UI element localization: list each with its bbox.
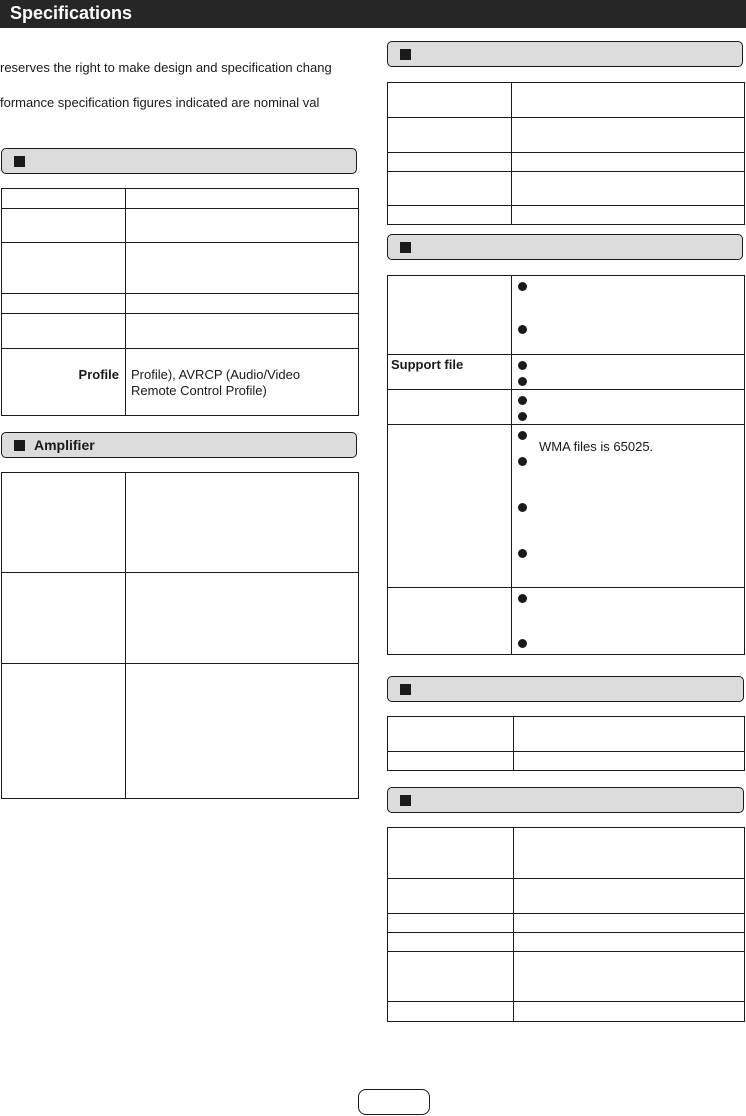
- spec-table-right-4: [387, 827, 745, 1022]
- spec-table-right-1: [387, 82, 745, 225]
- spec-label: [388, 172, 512, 206]
- table-row: [388, 717, 745, 752]
- table-row: [388, 828, 745, 879]
- spec-value: [126, 209, 359, 243]
- table-row: [388, 1002, 745, 1022]
- spec-label: [2, 243, 126, 294]
- table-row: [388, 153, 745, 172]
- spec-value: [514, 828, 745, 879]
- bullet-dot-icon: [518, 377, 527, 386]
- spec-value: [126, 473, 359, 573]
- bullet-dot-icon: [518, 503, 527, 512]
- square-bullet-icon: [400, 795, 411, 806]
- bullet-item: [512, 393, 744, 405]
- table-row: [2, 189, 359, 209]
- bullet-item: [512, 279, 744, 291]
- spec-label: [2, 314, 126, 349]
- spec-label: [388, 1002, 514, 1022]
- spec-value: [512, 390, 745, 425]
- intro-text-line-1: reserves the right to make design and specification chang: [0, 60, 332, 75]
- table-row: [2, 314, 359, 349]
- spec-value: [512, 83, 745, 118]
- spec-label: [388, 717, 514, 752]
- spec-label: [388, 118, 512, 153]
- bullet-item: [512, 374, 744, 386]
- spec-table-right-2: [387, 275, 745, 655]
- spec-value: [514, 933, 745, 952]
- table-row: [2, 573, 359, 664]
- spec-value: [126, 349, 359, 416]
- bullet-dot-icon: [518, 412, 527, 421]
- table-row: [388, 879, 745, 914]
- square-bullet-icon: [14, 156, 25, 167]
- intro-text-line-2: formance specification figures indicated are nominal val: [0, 95, 320, 110]
- bullet-item: [512, 500, 744, 512]
- spec-value: [126, 243, 359, 294]
- table-row: [388, 206, 745, 225]
- spec-value: [512, 425, 745, 588]
- spec-value: [126, 294, 359, 314]
- table-row: [388, 83, 745, 118]
- table-row: [2, 209, 359, 243]
- spec-value: [512, 172, 745, 206]
- table-row: [2, 243, 359, 294]
- profile-value-line-1: Profile), AVRCP (Audio/Video: [131, 367, 301, 382]
- wma-note: WMA files is 65025.: [539, 439, 654, 454]
- bullet-item: [512, 454, 744, 466]
- bullet-dot-icon: [518, 282, 527, 291]
- spec-label: [388, 952, 514, 1002]
- square-bullet-icon: [400, 49, 411, 60]
- section-header: [1, 148, 357, 174]
- spec-table-amplifier: [1, 472, 359, 799]
- spec-value: [514, 914, 745, 933]
- table-row: [388, 952, 745, 1002]
- table-row: [388, 933, 745, 952]
- section-header: [387, 676, 744, 702]
- table-row: [388, 752, 745, 771]
- spec-label: [388, 828, 514, 879]
- page-number-box: [358, 1089, 430, 1115]
- spec-label: [388, 390, 512, 425]
- bullet-dot-icon: [518, 549, 527, 558]
- spec-label: [2, 573, 126, 664]
- bullet-item: [512, 322, 744, 334]
- spec-value: [512, 118, 745, 153]
- spec-value: [514, 879, 745, 914]
- table-row: [2, 473, 359, 573]
- bullet-dot-icon: [518, 431, 527, 440]
- spec-label: [388, 879, 514, 914]
- table-row: [2, 349, 359, 416]
- square-bullet-icon: [14, 440, 25, 451]
- spec-label: [388, 276, 512, 355]
- bullet-dot-icon: [518, 361, 527, 370]
- spec-label: [388, 425, 512, 588]
- spec-label: [388, 933, 514, 952]
- spec-label: Profile: [2, 349, 126, 416]
- table-row: [388, 355, 745, 390]
- spec-label: [388, 752, 514, 771]
- spec-label: [2, 209, 126, 243]
- table-row: [388, 276, 745, 355]
- spec-label: [388, 914, 514, 933]
- bullet-dot-icon: [518, 594, 527, 603]
- bullet-dot-icon: [518, 457, 527, 466]
- spec-value: [512, 153, 745, 172]
- section-heading: Amplifier: [34, 437, 95, 453]
- spec-value: [514, 752, 745, 771]
- bullet-dot-icon: [518, 396, 527, 405]
- spec-value: [514, 952, 745, 1002]
- spec-label: [388, 206, 512, 225]
- bullet-item: [512, 591, 744, 603]
- square-bullet-icon: [400, 684, 411, 695]
- spec-value: [126, 664, 359, 799]
- spec-label: [2, 294, 126, 314]
- spec-table-left-1: [1, 188, 359, 416]
- spec-value: [512, 276, 745, 355]
- square-bullet-icon: [400, 242, 411, 253]
- table-row: [2, 294, 359, 314]
- section-header: [387, 41, 743, 67]
- spec-value: [126, 189, 359, 209]
- section-header: [387, 787, 744, 813]
- bullet-item: [512, 546, 744, 558]
- bullet-dot-icon: [518, 639, 527, 648]
- spec-label: [388, 588, 512, 655]
- bullet-item: [512, 358, 744, 370]
- spec-value: [514, 717, 745, 752]
- section-header: [387, 234, 743, 260]
- bullet-item: [512, 636, 744, 648]
- section-header-amplifier: [1, 432, 357, 458]
- spec-value: [512, 588, 745, 655]
- profile-value-line-2: Remote Control Profile): [131, 383, 267, 398]
- table-row: [2, 664, 359, 799]
- spec-table-right-3: [387, 716, 745, 771]
- spec-value: [126, 314, 359, 349]
- table-row: [388, 588, 745, 655]
- spec-label: [2, 473, 126, 573]
- bullet-dot-icon: [518, 325, 527, 334]
- table-row: [388, 425, 745, 588]
- table-row: [388, 172, 745, 206]
- table-row: [388, 118, 745, 153]
- spec-value: [512, 355, 745, 390]
- table-row: [388, 914, 745, 933]
- spec-label: [388, 153, 512, 172]
- table-row: [388, 390, 745, 425]
- spec-label: [2, 664, 126, 799]
- spec-value: [512, 206, 745, 225]
- spec-label: [388, 83, 512, 118]
- spec-label-support-file: Support file: [388, 355, 512, 390]
- page-title: Specifications: [0, 0, 746, 28]
- spec-label: [2, 189, 126, 209]
- spec-value: [126, 573, 359, 664]
- bullet-item: [512, 409, 744, 421]
- spec-value: [514, 1002, 745, 1022]
